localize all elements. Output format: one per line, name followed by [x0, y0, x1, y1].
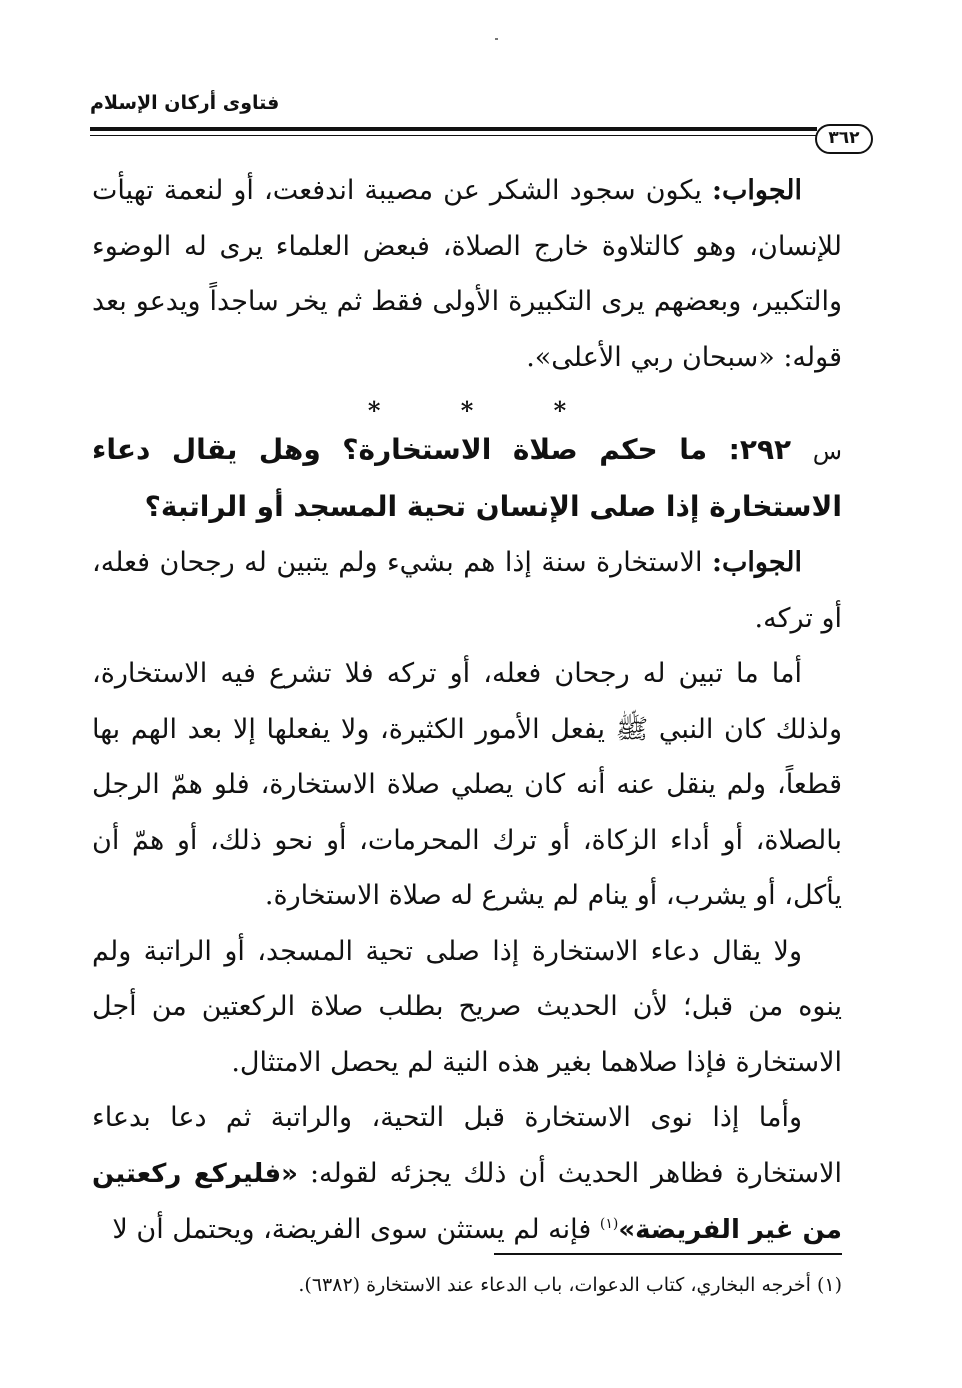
footnote-text: أخرجه البخاري، كتاب الدعوات، باب الدعاء عند الاستخارة (٦٣٨٢).: [298, 1274, 811, 1296]
page-number: ٣٦٢: [828, 128, 860, 148]
question-number: ٢٩٢:: [728, 433, 792, 466]
hadith-quote: «فليركع ركعتين من غير الفريضة»: [92, 1158, 842, 1245]
answer-text-4-before: وأما إذا نوى الاستخارة قبل التحية، والراتبة ثم دعا بدعاء الاستخارة فظاهر الحديث أن ذلك يجزئه لقوله:: [92, 1102, 842, 1189]
previous-answer-block: [92, 163, 842, 437]
question-paragraph: [92, 422, 842, 535]
answer-text-4-after: فإنه لم يستثن سوى الفريضة، ويحتمل أن لا: [112, 1214, 592, 1245]
answer-text-1: الاستخارة سنة إذا هم بشيء ولم يتبين له رجحان فعله، أو تركه.: [92, 547, 842, 634]
footnote: [92, 1270, 842, 1300]
question-text: ما حكم صلاة الاستخارة؟ وهل يقال دعاء الاستخارة إذا صلى الإنسان تحية المسجد أو الراتبة؟: [92, 433, 842, 523]
scan-speck: [495, 38, 498, 40]
header-rule-thin: [90, 135, 817, 136]
running-header-title: فتاوى أركان الإسلام: [90, 92, 280, 114]
previous-answer-text: يكون سجود الشكر عن مصيبة اندفعت، أو لنعمة تهيأت للإنسان، وهو كالتلاوة خارج الصلاة، فبعض العلماء يرى له الوضوء والتكبير، وبعضهم يرى التكبيرة الأولى فقط ثم يخر ساجداً ويدعو بعد قوله: «سبحان ربي الأعلى».: [92, 175, 842, 373]
answer-paragraph-2: أما ما تبين له رجحان فعله، أو تركه فلا تشرع فيه الاستخارة، ولذلك كان النبي ﷺ يفعل الأمور الكثيرة، ولا يفعلها إلا بعد الهم بها قطعاً، ولم ينقل عنه أنه كان يصلي صلاة الاستخارة، فلو همّ الرجل بالصلاة، أو أداء الزكاة، أو ترك المحرمات، أو نحو ذلك، أو همّ أن يأكل، أو يشرب، أو ينام لم يشرع له صلاة الاستخارة.: [92, 658, 842, 911]
answer-label: الجواب:: [711, 175, 802, 206]
question-marker: س: [812, 437, 842, 465]
footnote-rule: [494, 1253, 842, 1255]
answer-label: الجواب:: [711, 547, 802, 578]
previous-answer-paragraph: [92, 163, 842, 385]
answer-paragraph-1: [92, 535, 842, 646]
footnote-marker: (١): [816, 1274, 842, 1296]
section-separator: * * *: [367, 396, 603, 425]
answer-paragraph-3: ولا يقال دعاء الاستخارة إذا صلى تحية المسجد، أو الراتبة ولم ينوه من قبل؛ لأن الحديث صريح بطلب صلاة الركعتين من أجل الاستخارة فإذا صلاهما بغير هذه النية لم يحصل الامتثال.: [92, 935, 842, 1078]
footnote-reference: (١): [599, 1216, 619, 1232]
answer-paragraph-4: [92, 1090, 842, 1259]
header-rule-thick: [90, 127, 817, 131]
question-answer-block: [92, 422, 842, 1259]
